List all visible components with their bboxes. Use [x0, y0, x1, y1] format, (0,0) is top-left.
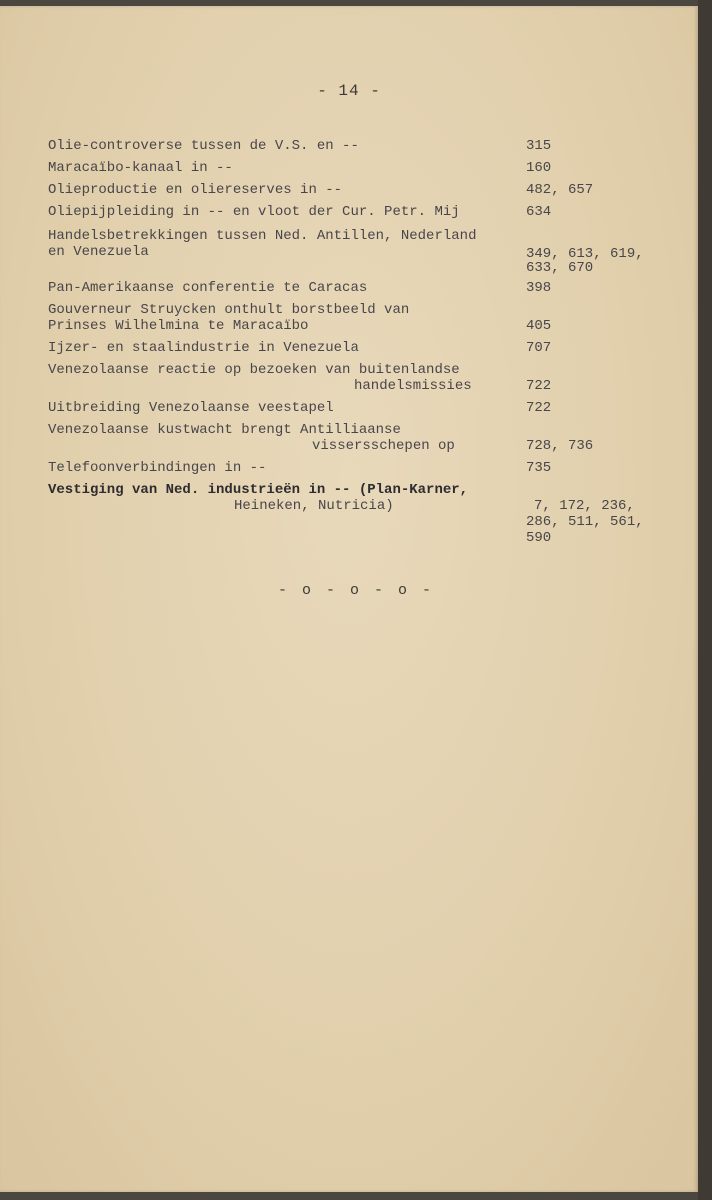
entry-pages: 405	[526, 318, 552, 334]
entry-text-continued: Prinses Wilhelmina te Maracaïbo	[48, 318, 309, 334]
entry-text: Vestiging van Ned. industrieën in -- (Plan-Karner,	[48, 482, 469, 498]
entry-pages: 722	[526, 400, 552, 416]
entry-pages: 482, 657	[526, 182, 594, 198]
entry-pages-continued: 286, 511, 561,	[526, 514, 644, 530]
entry-pages: 398	[526, 280, 552, 296]
entry-pages: 634	[526, 204, 552, 220]
entry-text: Gouverneur Struycken onthult borstbeeld van	[48, 302, 410, 318]
entry-pages: 728, 736	[526, 438, 594, 454]
entry-pages: 160	[526, 160, 552, 176]
entry-text: Ijzer- en staalindustrie in Venezuela	[48, 340, 359, 356]
entry-pages: 349, 613, 619,	[526, 246, 644, 262]
entry-text: Maracaïbo-kanaal in --	[48, 160, 233, 176]
entry-text: Telefoonverbindingen in --	[48, 460, 267, 476]
entry-text: Venezolaanse reactie op bezoeken van buitenlandse	[48, 362, 460, 378]
entry-pages: 315	[526, 138, 552, 154]
entry-pages-continued: 633, 670	[526, 260, 594, 276]
entry-text: Venezolaanse kustwacht brengt Antilliaanse	[48, 422, 401, 438]
entry-text: Olie-controverse tussen de V.S. en --	[48, 138, 359, 154]
entry-text-continued: en Venezuela	[48, 244, 149, 260]
entry-pages: 735	[526, 460, 552, 476]
entry-pages: 722	[526, 378, 552, 394]
entry-text-continued: Heineken, Nutricia)	[234, 498, 394, 514]
entry-pages-continued: 590	[526, 530, 552, 546]
entry-pages: 7, 172, 236,	[534, 498, 635, 514]
document-page	[0, 6, 698, 1192]
section-separator: - o - o - o -	[277, 582, 435, 599]
page-number: - 14 -	[317, 82, 381, 100]
entry-text: Uitbreiding Venezolaanse veestapel	[48, 400, 334, 416]
entry-text: Handelsbetrekkingen tussen Ned. Antillen, Nederland	[48, 228, 477, 244]
entry-text: Oliepijpleiding in -- en vloot der Cur. Petr. Mij	[48, 204, 460, 220]
entry-text: Pan-Amerikaanse conferentie te Caracas	[48, 280, 368, 296]
entry-text-continued: vissersschepen op	[312, 438, 455, 454]
entry-text: Olieproductie en oliereserves in --	[48, 182, 343, 198]
page-edge	[698, 0, 712, 1200]
entry-pages: 707	[526, 340, 552, 356]
entry-text-continued: handelsmissies	[354, 378, 472, 394]
